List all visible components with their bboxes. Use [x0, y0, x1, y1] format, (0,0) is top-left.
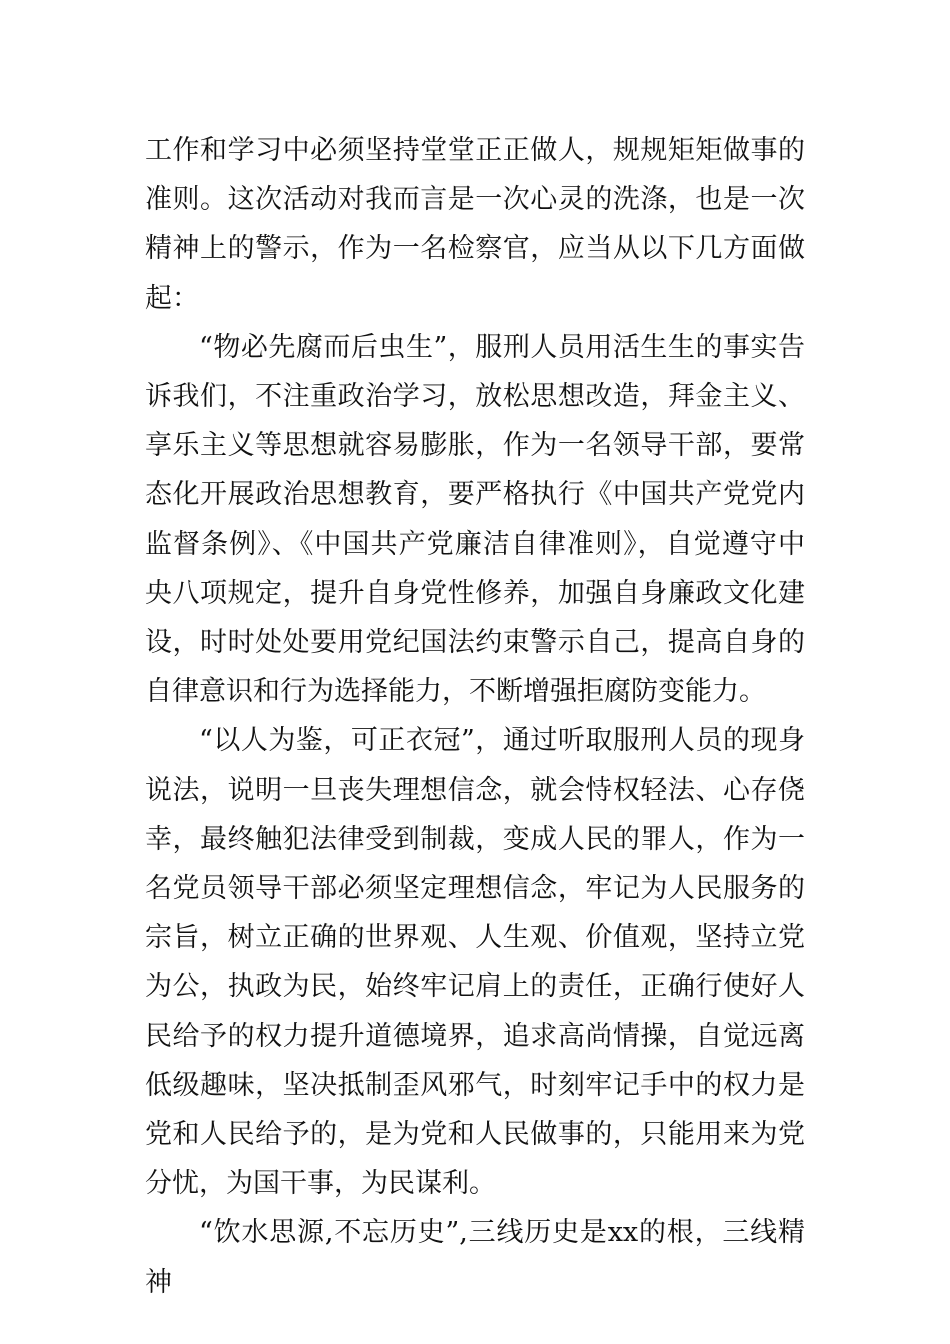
paragraph-continuation: 工作和学习中必须坚持堂堂正正做人，规规矩矩做事的准则。这次活动对我而言是一次心灵的洗涤，也是一次精神上的警示，作为一名检察官，应当从以下几方面做起： — [145, 135, 805, 314]
paragraph-history: “饮水思源,不忘历史”,三线历史是xx的根，三线精神 — [145, 1217, 805, 1298]
document-body — [145, 126, 805, 1307]
paragraph-mirror-lesson: “以人为鉴，可正衣冠”，通过听取服刑人员的现身说法，说明一旦丧失理想信念，就会恃权轻法、心存侥幸，最终触犯法律受到制裁，变成人民的罪人，作为一名党员领导干部必须坚定理想信念，牢记为人民服务的宗旨，树立正确的世界观、人生观、价值观，坚持立党为公，执政为民，始终牢记肩上的责任，正确行使好人民给予的权力提升道德境界，追求高尚情操，自觉远离低级趣味，坚决抵制歪风邪气，时刻牢记手中的权力是党和人民给予的，是为党和人民做事的，只能用来为党分忧，为国干事，为民谋利。 — [145, 725, 805, 1200]
paragraph-corruption-warning: “物必先腐而后虫生”，服刑人员用活生生的事实告诉我们，不注重政治学习，放松思想改造，拜金主义、享乐主义等思想就容易膨胀，作为一名领导干部，要常态化开展政治思想教育，要严格执行《中国共产党党内监督条例》、《中国共产党廉洁自律准则》，自觉遵守中央八项规定，提升自身党性修养，加强自身廉政文化建设，时时处处要用党纪国法约束警示自己，提高自身的自律意识和行为选择能力，不断增强拒腐防变能力。 — [145, 331, 805, 708]
